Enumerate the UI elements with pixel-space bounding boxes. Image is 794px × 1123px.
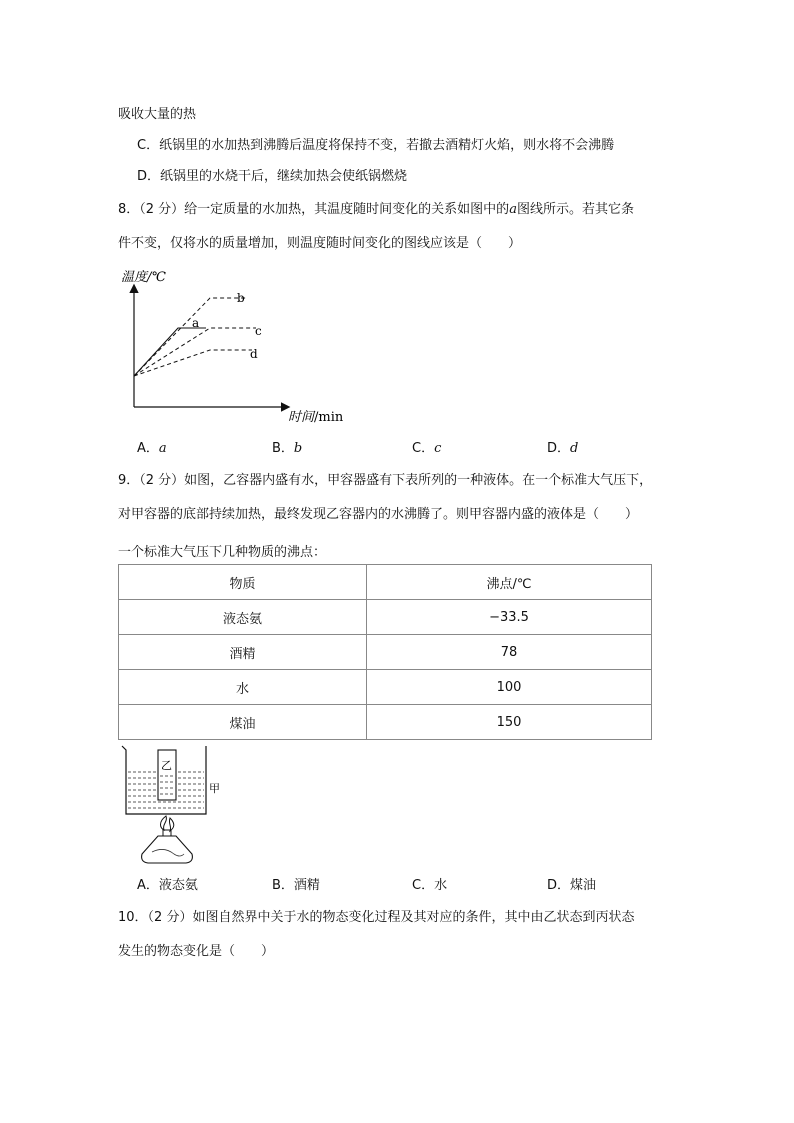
table-cell-substance: 酒精 (119, 635, 367, 670)
table-row (119, 705, 652, 740)
curve-label-c: c (255, 324, 262, 338)
q8-option-d-letter: D． (547, 441, 571, 456)
table-cell-value: 150 (367, 705, 652, 740)
table-cell-substance: 液态氨 (119, 600, 367, 635)
q8-option-b-value: b (293, 441, 303, 456)
table-cell-substance: 煤油 (119, 705, 367, 740)
curve-a (134, 328, 206, 376)
q9-option-a[interactable] (137, 874, 198, 893)
q8-stem-line2: 件不变，仅将水的质量增加，则温度随时间变化的图线应该是（ ） (118, 236, 522, 251)
lamp-liquid (152, 849, 184, 856)
q8-stem-text: 8．（2 分）给一定质量的水加热，其温度随时间变化的关系如图中的 (118, 202, 510, 217)
q8-stem-curve-a: a (509, 202, 517, 217)
q10-stem-line1: 10．（2 分）如图自然界中关于水的物态变化过程及其对应的条件，其中由乙状态到丙状态 (118, 910, 635, 925)
q9-option-b[interactable] (272, 874, 320, 893)
q9-table-caption: 一个标准大气压下几种物质的沸点： (118, 545, 327, 560)
alcohol-lamp (142, 836, 193, 863)
x-axis-label (288, 410, 344, 425)
q8-option-a[interactable] (137, 437, 167, 456)
table-cell-value: 100 (367, 670, 652, 705)
q8-option-a-letter: A． (137, 441, 159, 456)
q8-option-d-value: d (570, 441, 579, 456)
table-cell-value: 78 (367, 635, 652, 670)
curve-label-b: b (237, 291, 245, 305)
temperature-time-graph (118, 264, 358, 426)
flame-icon (161, 816, 174, 831)
q9-option-c[interactable] (412, 874, 447, 893)
q8-stem-line1 (118, 198, 634, 217)
curve-label-d: d (250, 347, 258, 361)
q8-stem-tail: 图线所示。若其它条 (516, 202, 634, 217)
q9-option-b-letter: B． (272, 878, 294, 893)
q9-stem-line2: 对甲容器的底部持续加热，最终发现乙容器内的水沸腾了。则甲容器内盛的液体是（ ） (118, 507, 639, 522)
q8-option-c-value: c (434, 441, 442, 456)
table-row (119, 670, 652, 705)
q8-option-d[interactable] (547, 437, 578, 456)
table-header-substance: 物质 (119, 565, 367, 600)
boiling-point-table (118, 564, 652, 740)
q9-option-c-letter: C． (412, 878, 435, 893)
q9-option-a-letter: A． (137, 878, 159, 893)
table-cell-substance: 水 (119, 670, 367, 705)
label-jia: 甲 (209, 782, 220, 795)
q9-option-d-value: 煤油 (570, 878, 597, 893)
q9-option-d[interactable] (547, 874, 596, 893)
table-row (119, 600, 652, 635)
q9-stem-line1: 9．（2 分）如图，乙容器内盛有水，甲容器盛有下表所列的一种液体。在一个标准大气压下， (118, 473, 653, 488)
q10-stem-line2: 发生的物态变化是（ ） (118, 944, 275, 959)
q8-option-b[interactable] (272, 437, 302, 456)
curve-d (134, 350, 252, 376)
q9-option-c-value: 水 (434, 878, 448, 893)
prev-continuation-text: 吸收大量的热 (118, 107, 197, 122)
inner-tube (158, 750, 176, 800)
table-header-boiling-point: 沸点/℃ (367, 565, 652, 600)
prev-option-d[interactable]: D．纸锅里的水烧干后，继续加热会使纸锅燃烧 (137, 169, 408, 184)
y-axis-label: 温度/℃ (121, 270, 166, 285)
q9-option-d-letter: D． (547, 878, 571, 893)
label-yi: 乙 (161, 759, 172, 772)
q8-option-b-letter: B． (272, 441, 294, 456)
prev-option-c[interactable]: C．纸锅里的水加热到沸腾后温度将保持不变，若撤去酒精灯火焰，则水将不会沸腾 (137, 138, 615, 153)
beaker-heating-figure (118, 742, 228, 872)
curve-c (134, 328, 256, 376)
table-cell-value: −33.5 (367, 600, 652, 635)
q9-option-b-value: 酒精 (293, 878, 320, 893)
q8-option-a-value: a (158, 441, 167, 456)
table-header-row (119, 565, 652, 600)
x-axis-label-unit: /min (314, 410, 344, 425)
curve-label-a: a (192, 316, 200, 330)
q8-option-c[interactable] (412, 437, 441, 456)
x-axis-label-italic: 时间 (288, 410, 315, 425)
curve-b (134, 298, 246, 376)
q9-option-a-value: 液态氨 (158, 878, 198, 893)
table-row (119, 635, 652, 670)
q8-option-c-letter: C． (412, 441, 435, 456)
